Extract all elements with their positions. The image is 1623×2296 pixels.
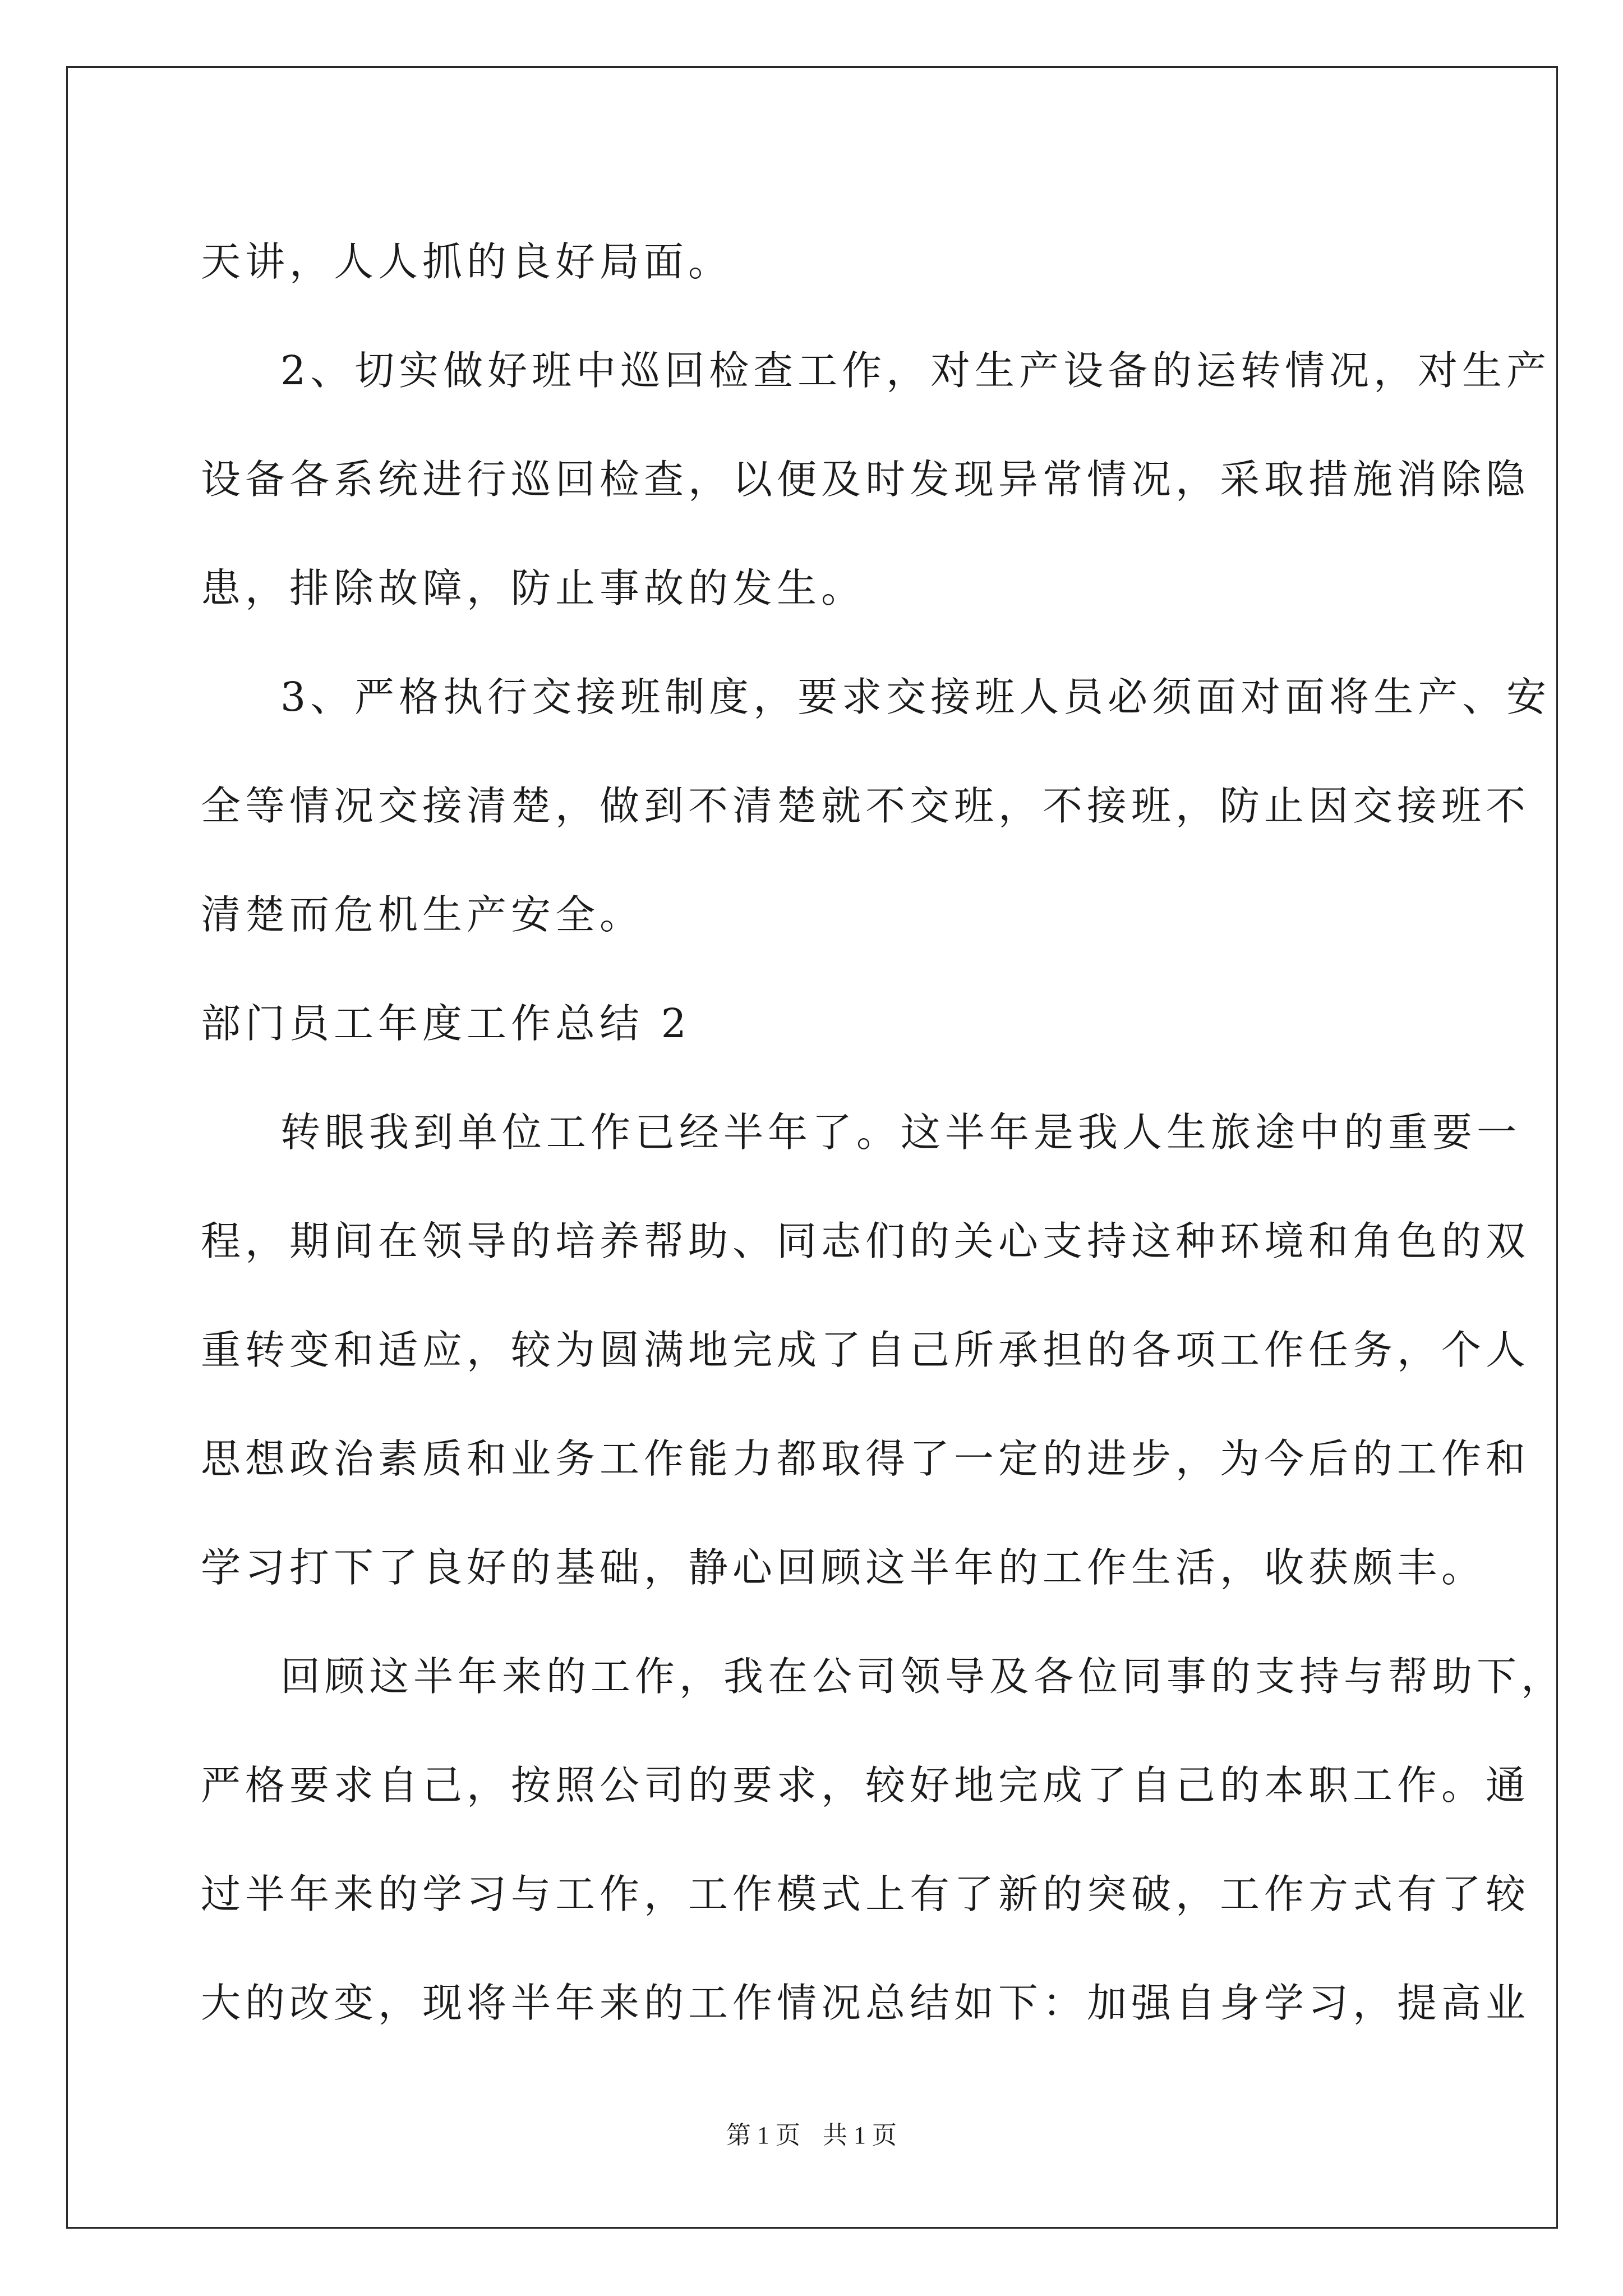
paragraph-line: 严格要求自己，按照公司的要求，较好地完成了自己的本职工作。通 xyxy=(201,1762,1530,1809)
paragraph-line: 设备各系统进行巡回检查，以便及时发现异常情况，采取措施消除隐 xyxy=(201,456,1530,503)
paragraph-line: 大的改变，现将半年来的工作情况总结如下：加强自身学习，提高业 xyxy=(201,1980,1530,2026)
section-heading: 部门员工年度工作总结 2 xyxy=(201,1000,691,1047)
paragraph-line: 清楚而危机生产安全。 xyxy=(201,891,644,938)
paragraph-line: 天讲，人人抓的良好局面。 xyxy=(201,238,733,285)
paragraph-line: 全等情况交接清楚，做到不清楚就不交班，不接班，防止因交接班不 xyxy=(201,783,1530,829)
paragraph-line: 患，排除故障，防止事故的发生。 xyxy=(201,565,866,611)
page-total: 共 1 页 xyxy=(823,2122,897,2149)
paragraph-line: 学习打下了良好的基础，静心回顾这半年的工作生活，收获颇丰。 xyxy=(201,1544,1486,1591)
paragraph-line: 2、切实做好班中巡回检查工作，对生产设备的运转情况，对生产 xyxy=(280,347,1551,394)
page-footer xyxy=(0,2115,1623,2151)
paragraph-line: 程，期间在领导的培养帮助、同志们的关心支持这种环境和角色的双 xyxy=(201,1218,1530,1264)
paragraph-line: 重转变和适应，较为圆满地完成了自己所承担的各项工作任务，个人 xyxy=(201,1327,1530,1373)
paragraph-line: 思想政治素质和业务工作能力都取得了一定的进步，为今后的工作和 xyxy=(201,1435,1530,1482)
paragraph-line: 回顾这半年来的工作，我在公司领导及各位同事的支持与帮助下， xyxy=(280,1653,1566,1700)
paragraph-line: 转眼我到单位工作已经半年了。这半年是我人生旅途中的重要一 xyxy=(280,1109,1521,1156)
paragraph-line: 3、严格执行交接班制度，要求交接班人员必须面对面将生产、安 xyxy=(280,674,1551,720)
paragraph-line: 过半年来的学习与工作，工作模式上有了新的突破，工作方式有了较 xyxy=(201,1871,1530,1917)
document-body xyxy=(201,208,1566,2058)
page-number: 第 1 页 xyxy=(726,2122,800,2149)
